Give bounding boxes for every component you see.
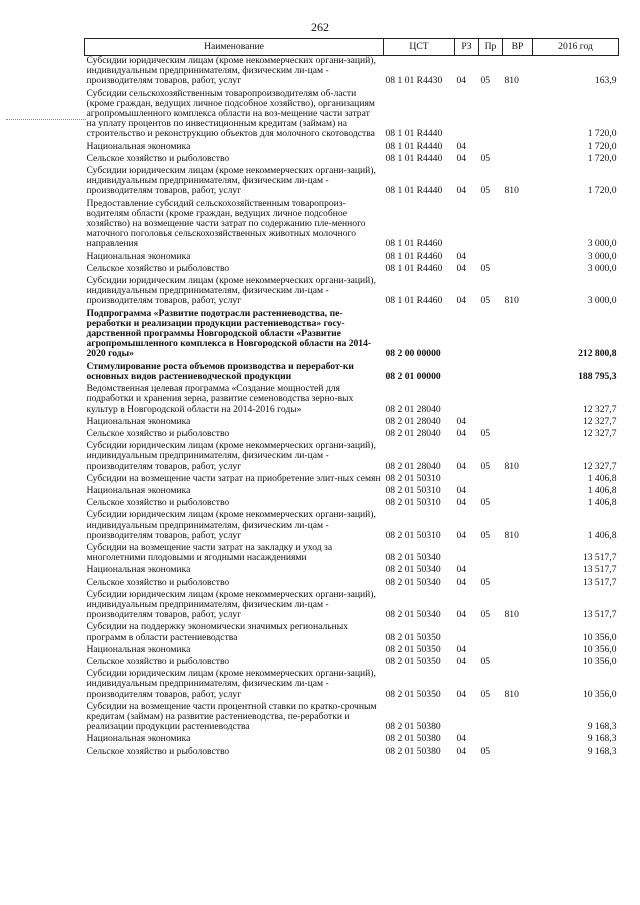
table-row	[85, 362, 619, 384]
row-pr: 05	[480, 497, 491, 509]
row-rz: 04	[456, 655, 467, 667]
row-name: Национальная экономика	[86, 140, 191, 152]
row-vr	[503, 384, 533, 417]
row-vr	[503, 154, 533, 166]
row-name: Субсидии юридическим лицам (кроме некоммерческих органи-заций), индивидуальным предпринимателям, физическим ли-цам - производителям товаров, работ, услуг	[86, 440, 376, 472]
row-name: Субсидии на возмещение части затрат на закладку и уход за многолетними плодовыми и ягодными насаждениями	[86, 541, 333, 564]
row-name: Предоставление субсидий сельскохозяйственным товаропроиз-водителям области (кроме граждан, ведущих личное подсобное хозяйство) на возмещение части затрат по содержанию пле-менного маточного поголовья сельскохозяйственных животных молочного направления	[86, 197, 366, 250]
row-pr: 05	[480, 576, 491, 588]
row-pr	[479, 474, 503, 486]
row-cst: 08 1 01 R4460	[385, 262, 443, 274]
row-name: Стимулирование роста объемов производства и переработ-ки основных видов растениеводческой продукции	[86, 360, 354, 382]
table-header	[85, 39, 619, 56]
row-rz: 04	[456, 688, 467, 700]
row-amount: 12 327,7	[582, 460, 617, 472]
header-pr: Пр	[479, 39, 503, 56]
row-amount: 1 406,8	[587, 484, 617, 496]
row-vr	[503, 199, 533, 252]
row-amount: 12 327,7	[582, 427, 617, 439]
row-rz: 04	[456, 140, 467, 152]
table-row	[85, 142, 619, 154]
row-name: Субсидии юридическим лицам (кроме некоммерческих органи-заций), индивидуальным предпринимателям, физическим ли-цам - производителям товаров, работ, услуг	[86, 509, 376, 541]
header-row	[85, 39, 619, 56]
row-amount: 10 356,0	[582, 655, 617, 667]
header-amount: 2016 год	[533, 39, 619, 56]
row-pr: 05	[480, 460, 491, 472]
row-vr	[503, 543, 533, 565]
table-row	[85, 747, 619, 759]
table-row	[85, 669, 619, 702]
row-amount: 13 517,7	[582, 564, 617, 576]
row-rz: 04	[456, 733, 467, 745]
row-rz: 04	[456, 576, 467, 588]
row-vr	[503, 429, 533, 441]
row-pr	[479, 702, 503, 735]
table-row	[85, 702, 619, 735]
header-name: Наименование	[85, 39, 384, 56]
row-name: Сельское хозяйство и рыболовство	[86, 745, 230, 757]
row-pr	[479, 543, 503, 565]
row-cst: 08 2 01 50380	[385, 721, 441, 733]
table-row	[85, 622, 619, 644]
row-amount: 13 517,7	[582, 576, 617, 588]
row-cst: 08 2 01 50340	[385, 609, 441, 621]
row-rz: 04	[456, 262, 467, 274]
row-vr	[503, 622, 533, 644]
row-rz	[455, 622, 479, 644]
row-name: Национальная экономика	[86, 733, 191, 745]
row-cst: 08 2 01 50310	[385, 484, 441, 496]
row-amount: 1 720,0	[587, 152, 617, 164]
row-cst: 08 2 01 50340	[385, 552, 441, 564]
row-rz	[455, 702, 479, 735]
row-rz: 04	[456, 295, 467, 307]
row-pr	[479, 622, 503, 644]
row-name: Национальная экономика	[86, 484, 191, 496]
row-amount: 10 356,0	[582, 688, 617, 700]
row-rz	[455, 362, 479, 384]
row-amount: 9 168,3	[587, 721, 617, 733]
row-amount: 163,9	[594, 75, 617, 87]
table-row	[85, 276, 619, 309]
row-pr: 05	[480, 262, 491, 274]
table-row	[85, 578, 619, 590]
row-name: Субсидии сельскохозяйственным товаропроизводителям об-ласти (кроме граждан, ведущих личное подсобное хозяйство), организациям агропромышленного комплекса области на воз-мещение части затрат на уплату процентов по инвестиционным кредитам (займам) на строительство и реконструкцию объектов для молочного скотоводства	[86, 87, 375, 140]
row-amount: 10 356,0	[582, 631, 617, 643]
row-vr: 810	[504, 460, 519, 472]
row-cst: 08 1 01 R4430	[385, 75, 443, 87]
row-amount: 3 000,0	[587, 262, 617, 274]
row-name: Национальная экономика	[86, 415, 191, 427]
row-cst: 08 1 01 R4440	[385, 152, 443, 164]
row-amount: 1 720,0	[587, 128, 617, 140]
header-cst: ЦСТ	[384, 39, 455, 56]
row-amount: 9 168,3	[587, 733, 617, 745]
row-vr	[503, 264, 533, 276]
row-cst: 08 1 01 R4440	[385, 140, 443, 152]
row-cst: 08 2 01 50350	[385, 655, 441, 667]
row-pr: 05	[480, 688, 491, 700]
row-cst: 08 1 01 R4460	[385, 250, 443, 262]
row-amount: 12 327,7	[582, 403, 617, 415]
row-amount: 3 000,0	[587, 250, 617, 262]
row-name: Сельское хозяйство и рыболовство	[86, 152, 230, 164]
row-amount: 3 000,0	[587, 295, 617, 307]
row-cst: 08 1 01 R4460	[385, 295, 443, 307]
table-row	[85, 565, 619, 577]
row-cst: 08 2 01 50380	[385, 745, 441, 757]
row-cst: 08 2 01 50350	[385, 631, 441, 643]
row-name: Субсидии юридическим лицам (кроме некоммерческих органи-заций), индивидуальным предпринимателям, физическим ли-цам - производителям товаров, работ, услуг	[86, 668, 376, 700]
row-amount: 9 168,3	[587, 745, 617, 757]
row-vr	[503, 309, 533, 362]
row-name: Субсидии на возмещение части процентной ставки по кратко-срочным кредитам (займам) на развитие растениеводства, пе-реработки и реализации продукции растениеводства	[86, 700, 377, 733]
row-pr	[479, 142, 503, 154]
table-row	[85, 56, 619, 89]
row-vr: 810	[504, 529, 519, 541]
row-name: Ведомственная целевая программа «Создание мощностей для подработки и хранения зерна, развитие семеноводства зерно-вых культур в Новгородской области на 2014-2016 годы»	[86, 383, 354, 415]
row-rz	[455, 384, 479, 417]
row-vr: 810	[504, 295, 519, 307]
row-vr	[503, 486, 533, 498]
row-vr: 810	[504, 688, 519, 700]
row-cst: 08 1 01 R4440	[385, 185, 443, 197]
row-amount: 12 327,7	[582, 415, 617, 427]
row-name: Сельское хозяйство и рыболовство	[86, 497, 230, 509]
row-name: Субсидии юридическим лицам (кроме некоммерческих органи-заций), индивидуальным предпринимателям, физическим ли-цам - производителям товаров, работ, услуг	[86, 55, 376, 87]
row-vr	[503, 578, 533, 590]
table-row	[85, 441, 619, 474]
row-name: Сельское хозяйство и рыболовство	[86, 427, 230, 439]
row-amount: 13 517,7	[582, 609, 617, 621]
row-rz: 04	[456, 529, 467, 541]
row-name: Национальная экономика	[86, 564, 191, 576]
row-cst: 08 1 01 R4440	[385, 128, 443, 140]
row-amount: 1 406,8	[587, 472, 617, 484]
row-rz: 04	[456, 745, 467, 757]
row-rz: 04	[456, 460, 467, 472]
row-cst: 08 2 01 50310	[385, 472, 441, 484]
row-cst: 08 2 01 50380	[385, 733, 441, 745]
row-vr: 810	[504, 185, 519, 197]
row-pr: 05	[480, 745, 491, 757]
row-vr	[503, 252, 533, 264]
row-vr	[503, 89, 533, 142]
row-pr	[479, 565, 503, 577]
table-row	[85, 510, 619, 543]
row-rz: 04	[456, 564, 467, 576]
row-cst: 08 2 01 50310	[385, 529, 441, 541]
row-pr	[479, 362, 503, 384]
row-pr: 05	[480, 185, 491, 197]
row-pr: 05	[480, 152, 491, 164]
row-name: Сельское хозяйство и рыболовство	[86, 655, 230, 667]
page-number: 262	[311, 20, 329, 34]
row-vr	[503, 734, 533, 746]
row-name: Сельское хозяйство и рыболовство	[86, 576, 230, 588]
scan-artifact	[6, 119, 86, 121]
row-cst: 08 2 01 50350	[385, 688, 441, 700]
row-pr	[479, 199, 503, 252]
table-row	[85, 309, 619, 362]
row-amount: 1 406,8	[587, 529, 617, 541]
row-vr	[503, 498, 533, 510]
table-body	[85, 56, 619, 759]
row-pr: 05	[480, 609, 491, 621]
row-amount: 3 000,0	[587, 238, 617, 250]
table-row	[85, 89, 619, 142]
row-vr	[503, 565, 533, 577]
row-cst: 08 1 01 R4460	[385, 238, 443, 250]
row-pr	[479, 309, 503, 362]
row-pr	[479, 734, 503, 746]
row-pr	[479, 89, 503, 142]
row-amount: 1 720,0	[587, 140, 617, 152]
row-cst: 08 2 00 00000	[385, 348, 441, 360]
row-rz: 04	[456, 415, 467, 427]
row-name: Субсидии на поддержку экономически значимых региональных программ в области растениеводства	[86, 621, 348, 643]
row-cst: 08 2 01 50340	[385, 576, 441, 588]
row-cst: 08 2 01 00000	[385, 370, 441, 382]
table-row	[85, 590, 619, 623]
header-vr: ВР	[503, 39, 533, 56]
row-rz: 04	[456, 643, 467, 655]
row-cst: 08 2 01 28040	[385, 427, 441, 439]
table-row	[85, 166, 619, 199]
row-pr: 05	[480, 427, 491, 439]
row-amount: 1 720,0	[587, 185, 617, 197]
row-name: Сельское хозяйство и рыболовство	[86, 262, 230, 274]
row-name: Национальная экономика	[86, 643, 191, 655]
table-row	[85, 543, 619, 565]
row-cst: 08 2 01 28040	[385, 403, 441, 415]
budget-table	[84, 38, 619, 759]
row-vr	[503, 474, 533, 486]
row-vr: 810	[504, 609, 519, 621]
row-name: Субсидии на возмещение части затрат на приобретение элит-ных семян	[86, 472, 381, 484]
row-vr: 810	[504, 75, 519, 87]
table-row	[85, 199, 619, 252]
row-vr	[503, 142, 533, 154]
row-pr: 05	[480, 655, 491, 667]
row-cst: 08 2 01 50350	[385, 643, 441, 655]
table-row	[85, 734, 619, 746]
row-name: Субсидии юридическим лицам (кроме некоммерческих органи-заций), индивидуальным предпринимателям, физическим ли-цам - производителям товаров, работ, услуг	[86, 275, 376, 307]
row-rz: 04	[456, 497, 467, 509]
row-rz: 04	[456, 484, 467, 496]
row-rz: 04	[456, 250, 467, 262]
row-amount: 13 517,7	[582, 552, 617, 564]
row-rz	[455, 543, 479, 565]
row-rz: 04	[456, 427, 467, 439]
row-name: Субсидии юридическим лицам (кроме некоммерческих органи-заций), индивидуальным предпринимателям, физическим ли-цам - производителям товаров, работ, услуг	[86, 588, 376, 621]
row-name: Национальная экономика	[86, 250, 191, 262]
row-amount: 10 356,0	[582, 643, 617, 655]
row-amount: 212 800,8	[578, 348, 617, 360]
row-vr	[503, 362, 533, 384]
table-row	[85, 384, 619, 417]
row-amount: 188 795,3	[578, 370, 617, 382]
row-pr: 05	[480, 75, 491, 87]
row-vr	[503, 645, 533, 657]
row-name: Подпрограмма «Развитие подотрасли растениеводства, пе-реработки и реализации продукции растениеводства» госу-дарственной программы Новгородской области «Развитие агропромышленного комплекса в Новгородской области на 2014-2020 годы»	[86, 307, 372, 360]
row-cst: 08 2 01 50310	[385, 497, 441, 509]
row-pr: 05	[480, 529, 491, 541]
row-pr	[479, 384, 503, 417]
row-rz: 04	[456, 609, 467, 621]
row-rz: 04	[456, 152, 467, 164]
row-rz: 04	[456, 185, 467, 197]
row-rz: 04	[456, 75, 467, 87]
row-cst: 08 2 01 50340	[385, 564, 441, 576]
row-vr	[503, 702, 533, 735]
row-vr	[503, 417, 533, 429]
row-vr	[503, 747, 533, 759]
row-vr	[503, 657, 533, 669]
row-rz	[455, 89, 479, 142]
row-rz	[455, 199, 479, 252]
row-pr: 05	[480, 295, 491, 307]
row-cst: 08 2 01 28040	[385, 415, 441, 427]
row-rz	[455, 309, 479, 362]
row-name: Субсидии юридическим лицам (кроме некоммерческих органи-заций), индивидуальным предпринимателям, физическим ли-цам - производителям товаров, работ, услуг	[86, 165, 376, 197]
row-amount: 1 406,8	[587, 497, 617, 509]
header-rz: РЗ	[455, 39, 479, 56]
row-cst: 08 2 01 28040	[385, 460, 441, 472]
